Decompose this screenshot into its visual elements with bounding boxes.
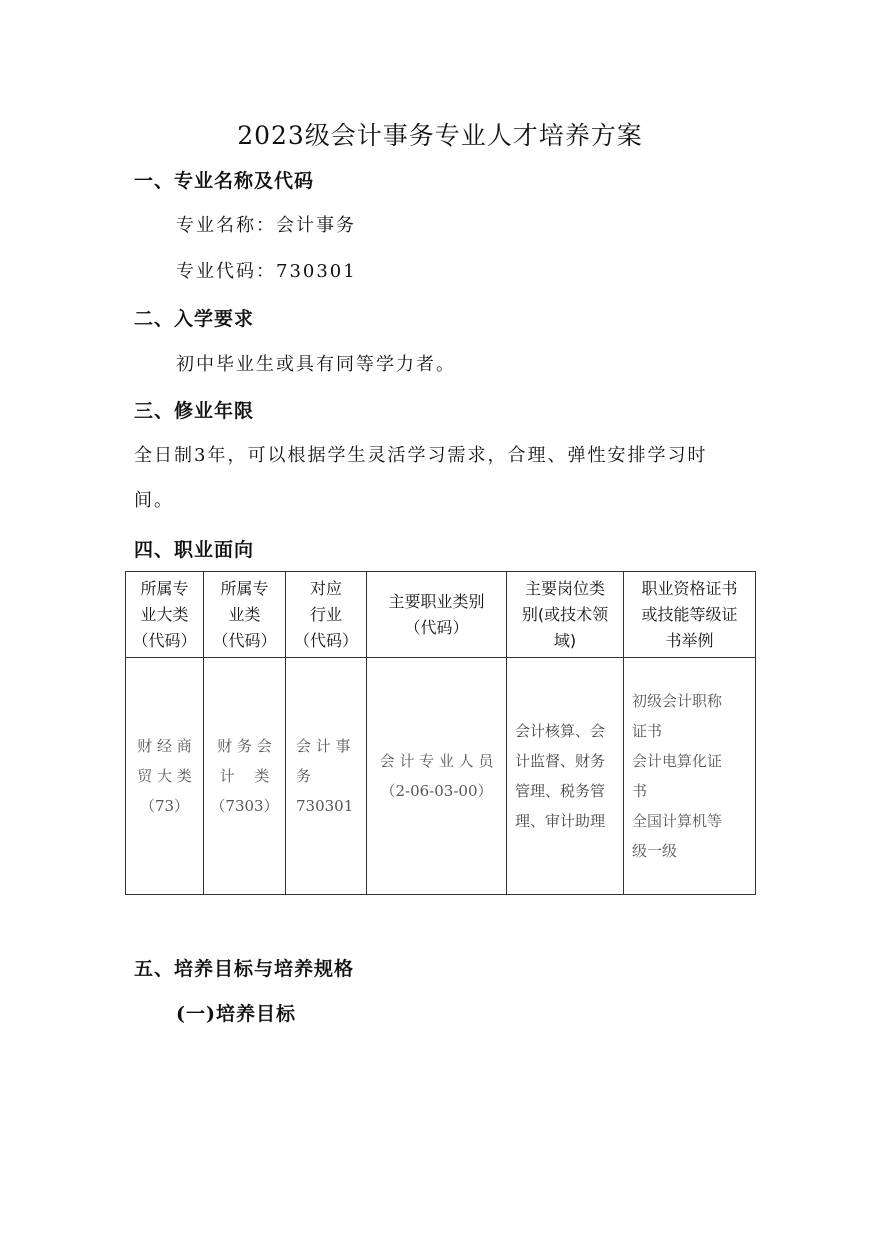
section-heading-5: 五、培养目标与培养规格 <box>134 958 355 980</box>
header-major-class: 所属专 业类 （代码） <box>204 572 286 658</box>
section-heading-1: 一、专业名称及代码 <box>134 170 315 192</box>
major-name-line: 专业名称：会计事务 <box>176 215 356 236</box>
duration-text-line-1: 全日制3年，可以根据学生灵活学习需求，合理、弹性安排学习时 <box>134 445 708 466</box>
header-positions: 主要岗位类 别(或技术领 域) <box>507 572 624 658</box>
subsection-heading-5-1: (一)培养目标 <box>176 1003 296 1025</box>
cell-major-class: 财 务 会 计 类 （7303） <box>204 658 286 895</box>
cell-occupation: 会 计 专 业 人 员 （2-06-03-00） <box>367 658 507 895</box>
section-heading-2: 二、入学要求 <box>134 308 255 330</box>
duration-text-line-2: 间。 <box>134 490 174 511</box>
cell-certificates: 初级会计职称 证书 会计电算化证 书 全国计算机等 级一级 <box>624 658 756 895</box>
major-code-line: 专业代码：730301 <box>176 261 357 282</box>
table-header-row <box>126 572 756 658</box>
header-major-category: 所属专 业大类 （代码） <box>126 572 204 658</box>
cell-positions: 会计核算、会 计监督、财务 管理、税务管 理、审计助理 <box>507 658 624 895</box>
header-occupation: 主要职业类别 （代码） <box>367 572 507 658</box>
section-heading-3: 三、修业年限 <box>134 400 255 422</box>
header-industry: 对应 行业 （代码） <box>286 572 367 658</box>
header-certificates: 职业资格证书 或技能等级证 书举例 <box>624 572 756 658</box>
table-row <box>126 658 756 895</box>
admission-text: 初中毕业生或具有同等学力者。 <box>176 354 456 375</box>
cell-industry: 会 计 事 务 730301 <box>286 658 367 895</box>
cell-major-category: 财 经 商 贸 大 类 （73） <box>126 658 204 895</box>
page-title: 2023级会计事务专业人才培养方案 <box>237 121 643 150</box>
section-heading-4: 四、职业面向 <box>134 539 255 561</box>
occupation-table <box>125 571 756 895</box>
